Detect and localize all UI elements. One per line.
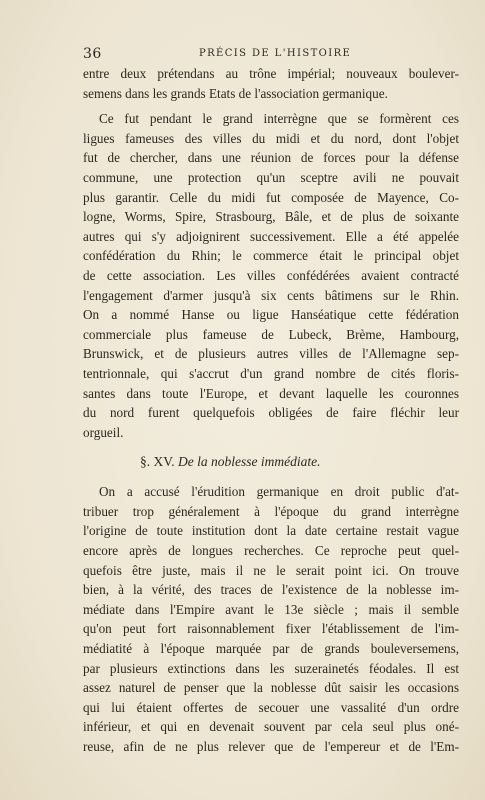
section-title: De la noblesse immédiate. xyxy=(178,454,321,470)
page-number: 36 xyxy=(83,46,102,62)
text-line: encore après de longues recherches. Ce reproche peut quel- xyxy=(83,543,459,559)
text-line: bien, à la vérité, des traces de l'existence de la noblesse im- xyxy=(83,582,459,598)
text-line: de cette association. Les villes confédérées avaient contracté xyxy=(83,267,459,283)
text-line: qu'on peut fort raisonnablement fixer l'établissement de l'im- xyxy=(83,621,459,637)
paragraph-noblesse xyxy=(83,482,459,756)
paragraph-continuation xyxy=(83,64,459,103)
text-line: qui lui étaient offertes de secouer une vassalité d'un ordre xyxy=(83,699,459,715)
text-line: commerciale plus fameuse de Lubeck, Brème, Hambourg, xyxy=(83,326,459,342)
text-line: reuse, afin de ne plus relever que de l'empereur et de l'Em- xyxy=(83,739,459,754)
text-line: fut de chercher, dans une réunion de forces pour la défense xyxy=(83,150,459,166)
text-line: tentrionnale, qui s'accrut d'un grand nombre de cités floris- xyxy=(83,365,459,381)
text-line: inférieur, et qui en devenait souvent par cela seul plus oné- xyxy=(83,719,459,735)
text-line: entre deux prétendans au trône impérial; nouveaux boulever- xyxy=(83,66,459,81)
text-line: l'origine de toute institution dont la date certaine restait vague xyxy=(83,523,459,539)
text-line: par plusieurs extinctions dans les suzerainetés féodales. Il est xyxy=(83,660,459,676)
section-number: §. XV. xyxy=(140,454,175,470)
text-line: médiatité à l'époque marquée par de grands bouleversemens, xyxy=(83,641,459,657)
page-header xyxy=(83,44,459,64)
paragraph-leagues xyxy=(83,109,459,442)
text-line: l'engagement d'armer jusqu'à six cents bâtimens sur le Rhin. xyxy=(83,287,459,303)
text-line: On a nommé Hanse ou ligue Hanséatique cette fédération xyxy=(83,307,459,323)
text-line: Brunswick, et de plusieurs autres villes de l'Allemagne sep- xyxy=(83,346,459,362)
text-line: On a accusé l'érudition germanique en droit public d'at- xyxy=(99,484,459,500)
text-line: logne, Worms, Spire, Strasbourg, Bâle, et de plus de soixante xyxy=(83,209,459,225)
text-line: du nord furent quelquefois obligées de faire fléchir leur xyxy=(83,405,459,421)
text-block xyxy=(83,44,459,757)
text-line: Ce fut pendant le grand interrègne que se formèrent ces xyxy=(99,111,459,127)
text-line: santes dans toute l'Europe, et devant laquelle les couronnes xyxy=(83,385,459,401)
text-line: semens dans les grands Etats de l'association germanique. xyxy=(83,85,388,101)
text-line: plus garantir. Celle du midi fut composée de Mayence, Co- xyxy=(83,189,459,205)
text-line: orgueil. xyxy=(83,424,124,440)
text-line: tribuer trop généralement à l'époque du grand interrègne xyxy=(83,503,459,519)
text-line: autres qui s'y adjoignirent successivement. Elle a été appelée xyxy=(83,228,459,244)
text-line: médiate dans l'Empire avant le 13e siècle ; mais il semble xyxy=(83,601,459,617)
text-line: quefois être juste, mais il ne le serait point ici. On trouve xyxy=(83,562,459,578)
text-line: ligues fameuses des villes du midi et du nord, dont l'objet xyxy=(83,130,459,146)
section-heading xyxy=(83,442,459,482)
running-title: PRÉCIS DE L'HISTOIRE xyxy=(199,48,352,59)
text-line: confédération du Rhin; le commerce était le principal objet xyxy=(83,248,459,264)
text-line: commune, une protection qu'un sceptre avili ne pouvait xyxy=(83,169,459,185)
text-line: assez naturel de penser que la noblesse dût saisir les occasions xyxy=(83,680,459,696)
